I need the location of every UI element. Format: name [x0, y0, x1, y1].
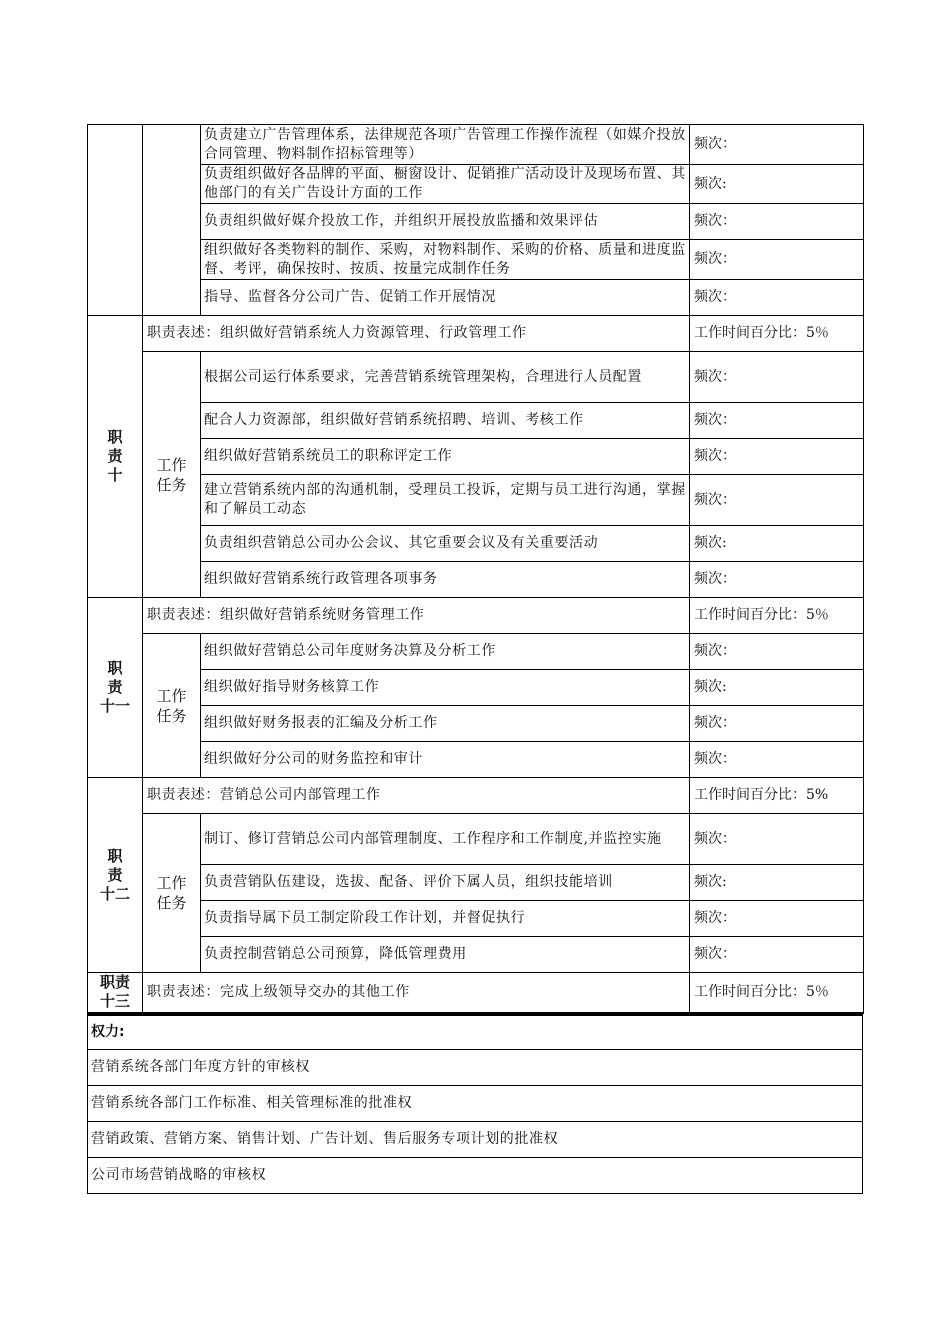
- task-text: 负责建立广告管理体系，法律规范各项广告管理工作操作流程（如媒介投放合同管理、物料制作招标管理等）: [201, 125, 690, 165]
- task-text: 配合人力资源部，组织做好营销系统招聘、培训、考核工作: [201, 403, 690, 439]
- task-row: [88, 403, 864, 439]
- task-frequency: 频次：: [690, 475, 864, 526]
- power-item: 营销系统各部门年度方针的审核权: [88, 1049, 863, 1085]
- power-item: 营销系统各部门工作标准、相关管理标准的批准权: [88, 1085, 863, 1121]
- task-row: [88, 742, 864, 778]
- task-text: 组织做好营销系统行政管理各项事务: [201, 562, 690, 598]
- task-frequency: 频次：: [690, 706, 864, 742]
- task-frequency: 频次：: [690, 562, 864, 598]
- task-row: [88, 670, 864, 706]
- task-frequency: 频次：: [690, 742, 864, 778]
- task-row: [88, 526, 864, 562]
- task-text: 组织做好营销系统员工的职称评定工作: [201, 439, 690, 475]
- task-row: [88, 204, 864, 240]
- task-frequency: 频次：: [690, 937, 864, 973]
- task-row: [88, 280, 864, 316]
- power-row: [88, 1049, 863, 1085]
- task-row: [88, 352, 864, 403]
- task-frequency: 频次：: [690, 403, 864, 439]
- power-row: [88, 1121, 863, 1157]
- duty-description-row: [88, 973, 864, 1013]
- duty-description: 职责表述：营销总公司内部管理工作: [143, 778, 690, 814]
- duty-label-cell: [88, 125, 143, 316]
- duty-label: 职责 十三: [88, 973, 143, 1013]
- duties-table: [87, 124, 864, 1014]
- task-text: 制订、修订营销总公司内部管理制度、工作程序和工作制度,并监控实施: [201, 814, 690, 865]
- power-row: [88, 1085, 863, 1121]
- task-label: 工作 任务: [143, 814, 201, 973]
- task-row: [88, 865, 864, 901]
- task-frequency: 频次：: [690, 352, 864, 403]
- duty-label: 职 责 十二: [88, 778, 143, 973]
- power-row: [88, 1157, 863, 1193]
- task-frequency: 频次：: [690, 901, 864, 937]
- duty-description: 职责表述：组织做好营销系统财务管理工作: [143, 598, 690, 634]
- task-frequency: 频次:: [690, 670, 864, 706]
- task-row: [88, 165, 864, 204]
- task-text: 负责组织营销总公司办公会议、其它重要会议及有关重要活动: [201, 526, 690, 562]
- power-item: 公司市场营销战略的审核权: [88, 1157, 863, 1193]
- task-text: 组织做好分公司的财务监控和审计: [201, 742, 690, 778]
- duty-description-row: [88, 316, 864, 352]
- task-text: 组织做好财务报表的汇编及分析工作: [201, 706, 690, 742]
- task-row: [88, 901, 864, 937]
- task-label-cell: [143, 125, 201, 316]
- task-label: 工作 任务: [143, 352, 201, 598]
- task-row: [88, 562, 864, 598]
- task-row: [88, 240, 864, 280]
- duty-label: 职 责 十: [88, 316, 143, 598]
- task-frequency: 频次:: [690, 865, 864, 901]
- task-text: 负责控制营销总公司预算，降低管理费用: [201, 937, 690, 973]
- task-frequency: 频次：: [690, 125, 864, 165]
- duty-description: 职责表述：完成上级领导交办的其他工作: [143, 973, 690, 1013]
- task-row: [88, 475, 864, 526]
- task-text: 负责组织做好媒介投放工作，并组织开展投放监播和效果评估: [201, 204, 690, 240]
- duty-label: 职 责 十一: [88, 598, 143, 778]
- powers-table: [87, 1014, 863, 1194]
- power-item: 营销政策、营销方案、销售计划、广告计划、售后服务专项计划的批准权: [88, 1121, 863, 1157]
- task-text: 负责指导属下员工制定阶段工作计划，并督促执行: [201, 901, 690, 937]
- task-frequency: 频次：: [690, 439, 864, 475]
- task-frequency: 频次：: [690, 204, 864, 240]
- duty-description: 职责表述：组织做好营销系统人力资源管理、行政管理工作: [143, 316, 690, 352]
- task-row: [88, 634, 864, 670]
- task-row: [88, 937, 864, 973]
- task-frequency: 频次：: [690, 634, 864, 670]
- task-label: 工作 任务: [143, 634, 201, 778]
- time-percentage: 工作时间百分比：5％: [690, 973, 864, 1013]
- time-percentage: 工作时间百分比：5%: [690, 778, 864, 814]
- task-text: 组织做好各类物料的制作、采购，对物料制作、采购的价格、质量和进度监督、考评，确保按时、按质、按量完成制作任务: [201, 240, 690, 280]
- task-text: 负责营销队伍建设，选拔、配备、评价下属人员，组织技能培训: [201, 865, 690, 901]
- powers-title-row: [88, 1015, 863, 1049]
- task-text: 根据公司运行体系要求，完善营销系统管理架构，合理进行人员配置: [201, 352, 690, 403]
- task-frequency: 频次：: [690, 280, 864, 316]
- task-text: 组织做好指导财务核算工作: [201, 670, 690, 706]
- task-row: [88, 125, 864, 165]
- task-text: 指导、监督各分公司广告、促销工作开展情况: [201, 280, 690, 316]
- task-row: [88, 706, 864, 742]
- task-text: 组织做好营销总公司年度财务决算及分析工作: [201, 634, 690, 670]
- task-frequency: 频次:: [690, 165, 864, 204]
- task-row: [88, 439, 864, 475]
- task-frequency: 频次:: [690, 526, 864, 562]
- duty-description-row: [88, 778, 864, 814]
- time-percentage: 工作时间百分比：5％: [690, 316, 864, 352]
- time-percentage: 工作时间百分比：5％: [690, 598, 864, 634]
- task-row: [88, 814, 864, 865]
- powers-title: 权力:: [88, 1015, 863, 1049]
- duty-description-row: [88, 598, 864, 634]
- task-text: 负责组织做好各品牌的平面、橱窗设计、促销推广活动设计及现场布置、其他部门的有关广告设计方面的工作: [201, 165, 690, 204]
- task-frequency: 频次：: [690, 240, 864, 280]
- task-frequency: 频次：: [690, 814, 864, 865]
- task-text: 建立营销系统内部的沟通机制，受理员工投诉，定期与员工进行沟通，掌握和了解员工动态: [201, 475, 690, 526]
